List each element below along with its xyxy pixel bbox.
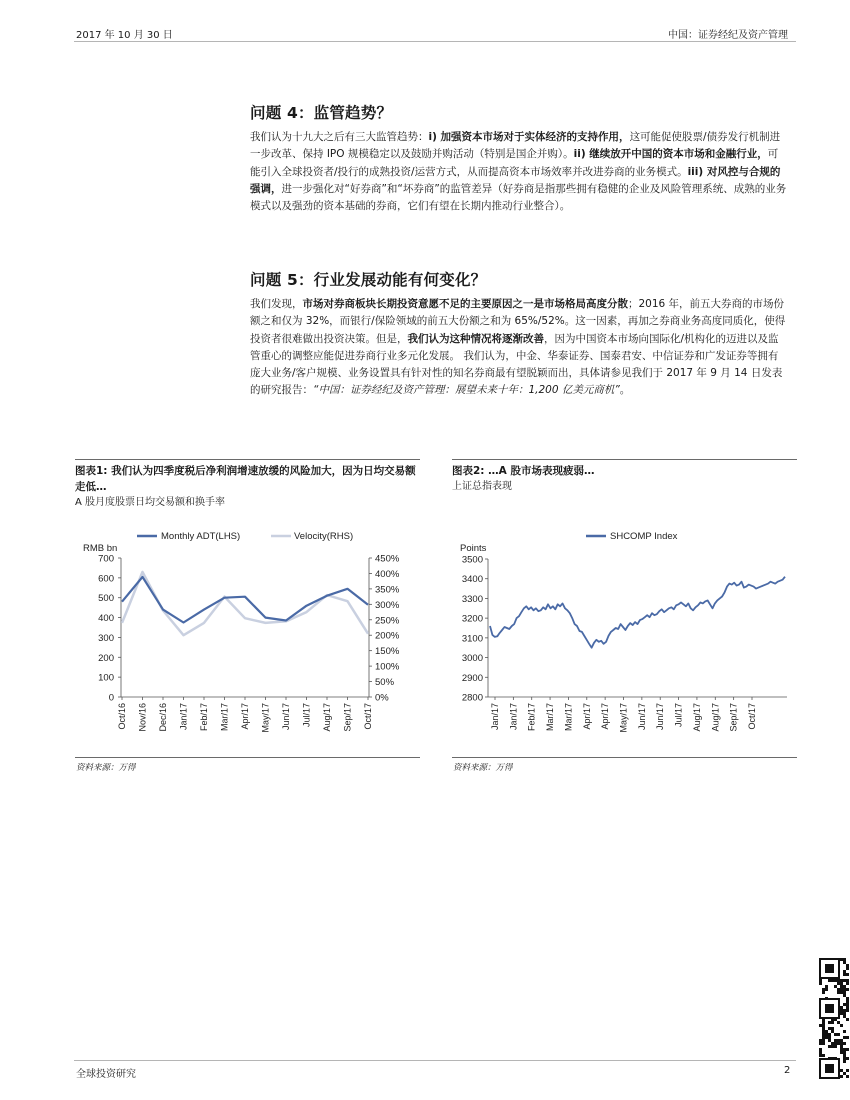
y-tick-label: 500 [98, 593, 114, 605]
x-tick-label: Sep/17 [342, 703, 353, 732]
x-tick-label: Jul/17 [301, 703, 312, 728]
y-tick-label: 700 [98, 553, 114, 565]
qr-module [822, 988, 825, 991]
qr-module [828, 1033, 831, 1036]
x-tick-label: Oct/17 [363, 703, 373, 730]
s4-text-2: 这可能促使股票/债券发行机制进一步改革、保持 IPO 规模稳定以及鼓励并购活动（特别是国企并购）。 [250, 131, 781, 161]
header-date: 2017 年 10 月 30 日 [76, 30, 173, 41]
x-tick-label: Apr/17 [581, 703, 592, 730]
qr-module [840, 1048, 843, 1051]
y-axis-title: RMB bn [83, 543, 118, 554]
qr-module [819, 1042, 822, 1045]
x-tick-label: Dec/16 [158, 703, 168, 732]
qr-module [837, 1033, 840, 1036]
qr-module [831, 1027, 834, 1030]
qr-module [843, 1036, 846, 1039]
qr-module [843, 991, 846, 994]
y2-tick-label: 150% [375, 646, 400, 658]
qr-module [819, 1051, 822, 1054]
qr-module [828, 1021, 831, 1024]
qr-module [846, 973, 849, 976]
y2-tick-label: 350% [375, 584, 400, 596]
qr-module [843, 1009, 846, 1012]
qr-module [840, 979, 843, 982]
qr-module [840, 1051, 843, 1054]
x-tick-label: Oct/16 [117, 703, 127, 730]
qr-finder-core [825, 1064, 834, 1073]
y-tick-label: 100 [98, 672, 114, 684]
figure-2-title: 图表2: …A 股市场表现疲弱… [452, 465, 595, 477]
qr-module [840, 988, 843, 991]
x-tick-label: Apr/17 [240, 703, 250, 730]
legend-adt-label: Monthly ADT(LHS) [161, 531, 241, 542]
qr-module [819, 1048, 822, 1051]
y2-tick-label: 50% [375, 677, 395, 689]
qr-module [843, 1048, 846, 1051]
x-tick-label: May/17 [260, 703, 271, 733]
qr-module [825, 1036, 828, 1039]
figure-1-source: 资料来源：万得 [76, 763, 136, 773]
qr-module [843, 958, 846, 961]
qr-module [846, 982, 849, 985]
s4-bold-1: i) 加强资本市场对于实体经济的支持作用， [428, 131, 630, 143]
legend-velocity-label: Velocity(RHS) [294, 531, 354, 542]
x-tick-label: Aug/17 [691, 703, 702, 732]
qr-module [840, 985, 843, 988]
header-divider [74, 41, 796, 42]
x-tick-label: Jun/17 [655, 703, 666, 731]
qr-module [840, 1009, 843, 1012]
figure-1 [75, 459, 420, 733]
qr-module [837, 1021, 840, 1024]
qr-module [837, 988, 840, 991]
x-tick-label: Feb/17 [199, 703, 209, 732]
qr-module [843, 1030, 846, 1033]
section-question-4 [250, 101, 788, 215]
x-tick-label: Mar/17 [219, 703, 230, 732]
qr-module [843, 1015, 846, 1018]
x-tick-label: Jan/17 [490, 703, 500, 731]
qr-module [831, 1021, 834, 1024]
x-tick-label: Jan/17 [178, 703, 189, 731]
x-tick-label: Sep/17 [728, 703, 739, 732]
x-tick-label: Jul/17 [673, 703, 684, 728]
qr-module [828, 1036, 831, 1039]
y2-tick-label: 100% [375, 661, 400, 673]
qr-module [840, 1006, 843, 1009]
s4-text-1: 我们认为十九大之后有三大监管趋势： [250, 131, 429, 143]
x-tick-label: Mar/17 [545, 703, 556, 732]
qr-module [834, 1039, 837, 1042]
s4-text-4: 进一步强化对“好券商”和“坏券商”的监管差异（好券商是指那些拥有稳健的企业及风险管理系统、成熟的业务模式以及强劲的资本基础的券商，它们有望在长期内推动行业整合）。 [250, 182, 787, 213]
y-tick-label: 200 [98, 652, 114, 664]
qr-module [819, 1039, 822, 1042]
figure-1-title: 图表1: 我们认为四季度税后净利润增速放缓的风险加大，因为日均交易额走低… [75, 465, 416, 493]
qr-module [825, 1033, 828, 1036]
y-tick-label: 3500 [461, 554, 483, 566]
figure-2-subtitle: 上证总指表现 [452, 481, 512, 492]
y2-tick-label: 250% [375, 615, 400, 627]
qr-module [843, 1003, 846, 1006]
qr-module [846, 1036, 849, 1039]
qr-module [846, 964, 849, 967]
qr-module [825, 985, 828, 988]
qr-module [843, 1051, 846, 1054]
qr-module [846, 967, 849, 970]
qr-module [840, 1039, 843, 1042]
adt-line [122, 577, 368, 623]
qr-module [828, 1039, 831, 1042]
qr-module [822, 1024, 825, 1027]
qr-module [846, 1018, 849, 1021]
qr-module [828, 1045, 831, 1048]
qr-module [822, 1036, 825, 1039]
qr-module [843, 1042, 846, 1045]
figure-1-subtitle: A 股月度股票日均交易额和换手率 [75, 497, 226, 508]
qr-module [834, 985, 837, 988]
adt-velocity-chart [75, 519, 420, 759]
header-report-title: 中国：证券经纪及资产管理 [668, 30, 788, 41]
qr-module [843, 1057, 846, 1060]
section-question-5 [250, 268, 788, 400]
x-tick-label: Feb/17 [526, 703, 537, 732]
qr-module [843, 961, 846, 964]
y2-tick-label: 400% [375, 568, 400, 580]
qr-code-icon [819, 958, 850, 1080]
qr-module [819, 1054, 822, 1057]
qr-module [831, 1045, 834, 1048]
figure-2-source-rule [452, 757, 797, 758]
x-tick-label: Mar/17 [563, 703, 574, 732]
qr-module [822, 1033, 825, 1036]
shcomp-chart [452, 519, 797, 759]
y-tick-label: 3000 [461, 653, 483, 665]
qr-module [843, 1054, 846, 1057]
figure-2-top-rule [452, 459, 797, 460]
x-tick-label: Aug/17 [710, 703, 721, 732]
qr-module [846, 1000, 849, 1003]
s5-text-3: ，因为中国资本市场向国际化/机构化的迈进以及监管重心的调整应能促进券商行业多元化发展。 我们认为，中金、华泰证券、国泰君安、中信证券和广发证券等拥有庞大业务/客户规模、业务设置具有针对性的知名券商最有望脱颖而出，具体请参见我们于 2017 年 9 月 14 日发表的研究报告： [250, 332, 783, 397]
section-4-heading: 问题 4：监管趋势？ [250, 104, 393, 122]
figure-1-source-rule [75, 757, 420, 758]
qr-module [834, 1045, 837, 1048]
qr-module [840, 1024, 843, 1027]
qr-module [822, 1021, 825, 1024]
qr-module [819, 982, 822, 985]
qr-module [840, 1069, 843, 1072]
qr-finder-core [825, 964, 834, 973]
qr-module [840, 958, 843, 961]
y2-tick-label: 300% [375, 599, 400, 611]
y-axis-title: Points [460, 543, 487, 554]
footer-page-number: 2 [784, 1065, 791, 1076]
qr-module [843, 1012, 846, 1015]
qr-module [822, 1042, 825, 1045]
s4-bold-2: ii) 继续放开中国的资本市场和金融行业， [573, 148, 768, 161]
qr-module [846, 1048, 849, 1051]
y-tick-label: 3200 [461, 613, 483, 625]
qr-module [822, 1030, 825, 1033]
qr-module [843, 1072, 846, 1075]
qr-module [825, 1030, 828, 1033]
shcomp-line [490, 577, 785, 648]
qr-module [843, 988, 846, 991]
qr-module [843, 994, 846, 997]
qr-module [837, 979, 840, 982]
y-tick-label: 3300 [461, 593, 483, 605]
qr-module [846, 988, 849, 991]
qr-module [822, 991, 825, 994]
qr-module [843, 973, 846, 976]
qr-module [819, 1024, 822, 1027]
qr-module [822, 1027, 825, 1030]
qr-module [840, 1012, 843, 1015]
y2-tick-label: 0% [375, 692, 389, 704]
y2-tick-label: 450% [375, 553, 400, 565]
s5-text-4: 。 [619, 384, 631, 397]
x-tick-label: Aug/17 [322, 703, 332, 732]
qr-module [828, 979, 831, 982]
qr-module [846, 997, 849, 1000]
x-tick-label: May/17 [618, 703, 629, 733]
qr-module [834, 1033, 837, 1036]
y-tick-label: 2800 [461, 692, 483, 704]
qr-module [831, 1042, 834, 1045]
s5-text-1: 我们发现， [250, 298, 303, 310]
qr-module [837, 991, 840, 994]
qr-module [846, 979, 849, 982]
qr-module [834, 1042, 837, 1045]
qr-module [831, 1030, 834, 1033]
qr-module [831, 979, 834, 982]
s5-bold-1: 市场对券商板块长期投资意愿不足的主要原因之一是市场格局高度分散 [302, 298, 628, 310]
figure-2-source: 资料来源：万得 [453, 763, 513, 773]
qr-module [846, 1003, 849, 1006]
qr-module [846, 1006, 849, 1009]
footer-publisher: 全球投资研究 [76, 1069, 136, 1080]
figure-1-top-rule [75, 459, 420, 460]
x-tick-label: Jan/17 [508, 703, 519, 731]
qr-finder-core [825, 1004, 834, 1013]
x-tick-label: Oct/17 [747, 703, 757, 730]
x-tick-label: Jun/17 [281, 703, 291, 731]
y-tick-label: 300 [98, 632, 114, 644]
qr-module [837, 982, 840, 985]
y-tick-label: 600 [98, 573, 114, 585]
qr-module [840, 1075, 843, 1078]
qr-module [840, 1042, 843, 1045]
section-5-paragraph [250, 296, 788, 400]
qr-module [819, 979, 822, 982]
x-tick-label: Jun/17 [636, 703, 647, 731]
qr-module [822, 1054, 825, 1057]
qr-module [840, 991, 843, 994]
qr-module [843, 979, 846, 982]
qr-module [840, 1045, 843, 1048]
x-tick-label: Nov/16 [137, 703, 148, 732]
s5-bold-2: 我们认为这种情况将逐渐改善 [407, 332, 544, 345]
qr-module [846, 1009, 849, 1012]
s5-report-link-text: “中国：证券经纪及资产管理：展望未来十年：1,200 亿美元商机” [313, 384, 620, 397]
qr-module [843, 1060, 846, 1063]
y-tick-label: 0 [108, 692, 114, 704]
s4-bold-3: iii) 对风控与合规的强调， [250, 165, 781, 195]
qr-module [837, 1039, 840, 1042]
figure-2 [452, 459, 797, 733]
qr-module [843, 985, 846, 988]
y-tick-label: 400 [98, 613, 114, 625]
s5-text-2: ；2016 年，前五大券商的市场份额之和仅为 32%，而银行/保险领域的前五大份额之和为 65%/52%。这一因素，再加之券商业务高度同质化，使得投资者很难做出投资决策。但是， [250, 298, 786, 345]
section-5-heading: 问题 5：行业发展动能有何变化？ [250, 271, 487, 289]
y2-tick-label: 200% [375, 630, 400, 642]
section-4-paragraph [250, 129, 788, 215]
y-tick-label: 3400 [461, 574, 483, 586]
footer-divider [74, 1060, 796, 1061]
s4-text-3: 可能引入全球投资者/投行的成熟投资/运营方式，从而提高资本市场效率并改进券商的业务模式。 [250, 148, 779, 178]
qr-module [840, 982, 843, 985]
qr-module [834, 979, 837, 982]
qr-module [837, 1042, 840, 1045]
y-tick-label: 3100 [461, 633, 483, 645]
qr-module [846, 1069, 849, 1072]
x-tick-label: Apr/17 [600, 703, 611, 730]
y-tick-label: 2900 [461, 672, 483, 684]
qr-module [825, 988, 828, 991]
qr-module [843, 970, 846, 973]
qr-module [822, 1039, 825, 1042]
qr-module [828, 1027, 831, 1030]
legend-shcomp-label: SHCOMP Index [610, 531, 678, 542]
qr-module [846, 1075, 849, 1078]
qr-module [846, 1057, 849, 1060]
